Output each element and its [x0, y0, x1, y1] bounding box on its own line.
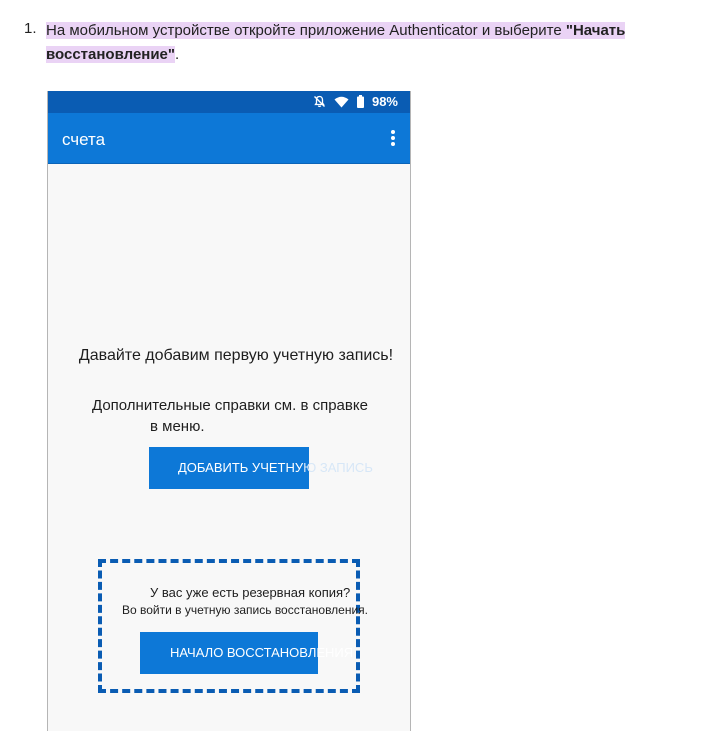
start-recovery-button-label: НАЧАЛО ВОССТАНОВЛЕНИЯ [170, 645, 354, 660]
app-bar-title: счета [62, 130, 106, 149]
more-vert-icon[interactable] [390, 130, 396, 148]
recovery-subtitle: Во войти в учетную запись восстановления. [122, 603, 369, 617]
add-account-button[interactable] [149, 447, 373, 489]
add-account-button-overflow: Ю ЗАПИСЬ [303, 460, 373, 475]
app-bar [48, 113, 410, 164]
instruction-text-end: . [175, 46, 180, 63]
notifications-off-icon [313, 95, 326, 108]
status-icons [313, 94, 398, 109]
phone-screenshot [47, 91, 411, 731]
help-text-line1: Дополнительные справки см. в справке [92, 397, 368, 414]
instruction-text-plain: На мобильном устройстве откройте приложение Authenticator и выберите [46, 22, 566, 39]
instruction-text [46, 19, 686, 67]
status-bar [48, 91, 410, 113]
wifi-icon [334, 96, 349, 108]
start-recovery-button[interactable] [140, 632, 354, 674]
instruction-text-bold: "Начать восстановление" [46, 22, 626, 63]
battery-percent: 98% [371, 94, 398, 109]
empty-state-heading: Давайте добавим первую учетную запись! [78, 347, 394, 364]
help-text-line2: в меню. [150, 418, 205, 435]
recovery-question: У вас уже есть резервная копия? [150, 585, 351, 600]
battery-icon [357, 95, 364, 108]
add-account-button-label: ДОБАВИТЬ УЧЕТНУ [178, 460, 304, 475]
step-number: 1. [24, 20, 37, 37]
help-text [92, 395, 382, 437]
